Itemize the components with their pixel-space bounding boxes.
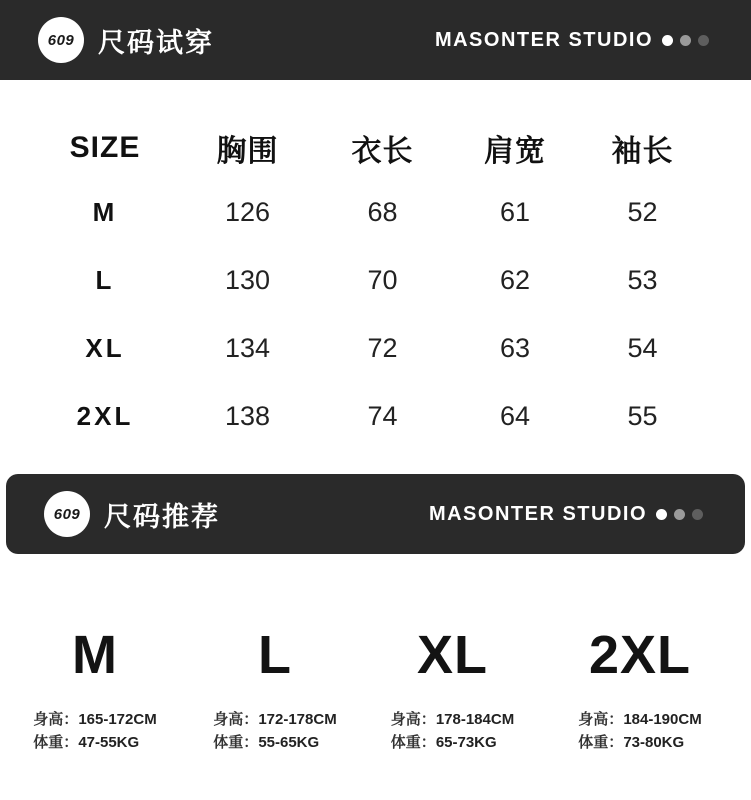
brand-name: MASONTER STUDIO: [428, 502, 647, 525]
height-value: 172-178CM: [258, 711, 337, 728]
brand-name: MASONTER STUDIO: [434, 28, 653, 51]
size-cell: XL: [85, 332, 125, 363]
weight-label: 体重：: [390, 734, 436, 751]
chest-cell: 138: [224, 400, 271, 431]
height-line: [213, 708, 336, 731]
dot-white-icon: [662, 35, 673, 46]
height-label: 身高：: [390, 711, 436, 728]
length-cell: 74: [367, 400, 398, 431]
recommendation-card-m: [0, 625, 190, 754]
banner-left-group: [44, 491, 220, 537]
spec-block: [33, 708, 156, 754]
header-chest: 胸围: [216, 135, 279, 168]
weight-line: [213, 731, 336, 754]
shoulder-cell: 61: [499, 196, 531, 227]
dot-white-icon: [656, 509, 667, 520]
table-row-l: [30, 246, 751, 314]
badge-609-icon: [38, 17, 84, 63]
banner-left-group: [38, 17, 214, 63]
size-cell: L: [95, 264, 115, 295]
weight-value: 47-55KG: [78, 734, 140, 751]
table-row-m: [30, 178, 751, 246]
length-cell: 68: [367, 196, 398, 227]
height-value: 178-184CM: [435, 711, 515, 728]
header-size: SIZE: [69, 131, 141, 164]
length-cell: 70: [367, 264, 398, 295]
weight-line: [578, 731, 701, 754]
brand-dots-icon: [656, 509, 703, 520]
sleeve-cell: 53: [627, 264, 658, 295]
badge-number: 609: [53, 505, 81, 523]
height-value: 165-172CM: [78, 711, 157, 728]
header-sleeve: 袖长: [611, 135, 674, 168]
recommendation-card-2xl: [545, 625, 735, 754]
weight-line: [391, 731, 514, 754]
sleeve-cell: 54: [627, 332, 658, 363]
banner-size-recommend: [6, 474, 745, 554]
size-measurement-table: [0, 118, 751, 450]
weight-label: 体重：: [213, 734, 259, 751]
table-row-2xl: [30, 382, 751, 450]
height-value: 184-190CM: [623, 711, 702, 728]
banner-title-recommend: 尺码推荐: [104, 501, 220, 532]
recommendation-card-l: [190, 625, 360, 754]
height-label: 身高：: [213, 711, 259, 728]
sleeve-cell: 52: [627, 196, 658, 227]
chest-cell: 134: [224, 332, 271, 363]
badge-609-icon: [44, 491, 90, 537]
header-length: 衣长: [351, 135, 414, 168]
weight-value: 55-65KG: [258, 734, 320, 751]
table-header-row: [30, 118, 751, 178]
brand-group: [429, 503, 703, 526]
spec-block: [213, 708, 336, 754]
dot-gray-icon: [674, 509, 685, 520]
big-size-label: XL: [416, 625, 488, 685]
shoulder-cell: 62: [499, 264, 531, 295]
big-size-label: 2XL: [588, 625, 692, 685]
recommendation-section: [0, 625, 751, 754]
recommendation-card-xl: [360, 625, 545, 754]
weight-line: [33, 731, 156, 754]
weight-label: 体重：: [33, 734, 79, 751]
chest-cell: 126: [224, 196, 271, 227]
shoulder-cell: 63: [499, 332, 531, 363]
badge-number: 609: [47, 31, 75, 49]
length-cell: 72: [367, 332, 398, 363]
banner-title-try-on: 尺码试穿: [98, 27, 214, 58]
table-row-xl: [30, 314, 751, 382]
weight-value: 65-73KG: [435, 734, 497, 751]
height-label: 身高：: [33, 711, 79, 728]
height-line: [33, 708, 156, 731]
dot-darkgray-icon: [698, 35, 709, 46]
brand-group: [435, 29, 709, 52]
dot-gray-icon: [680, 35, 691, 46]
spec-block: [578, 708, 701, 754]
height-line: [578, 708, 701, 731]
size-cell: 2XL: [76, 400, 134, 431]
dot-darkgray-icon: [692, 509, 703, 520]
big-size-label: M: [72, 625, 118, 685]
height-label: 身高：: [578, 711, 624, 728]
weight-label: 体重：: [578, 734, 624, 751]
sleeve-cell: 55: [627, 400, 658, 431]
chest-cell: 130: [224, 264, 271, 295]
shoulder-cell: 64: [499, 400, 531, 431]
spec-block: [391, 708, 514, 754]
size-cell: M: [92, 196, 118, 227]
brand-dots-icon: [662, 35, 709, 46]
height-line: [391, 708, 514, 731]
big-size-label: L: [258, 625, 292, 685]
weight-value: 73-80KG: [623, 734, 685, 751]
banner-size-try-on: [0, 0, 751, 80]
header-shoulder: 肩宽: [484, 135, 546, 168]
